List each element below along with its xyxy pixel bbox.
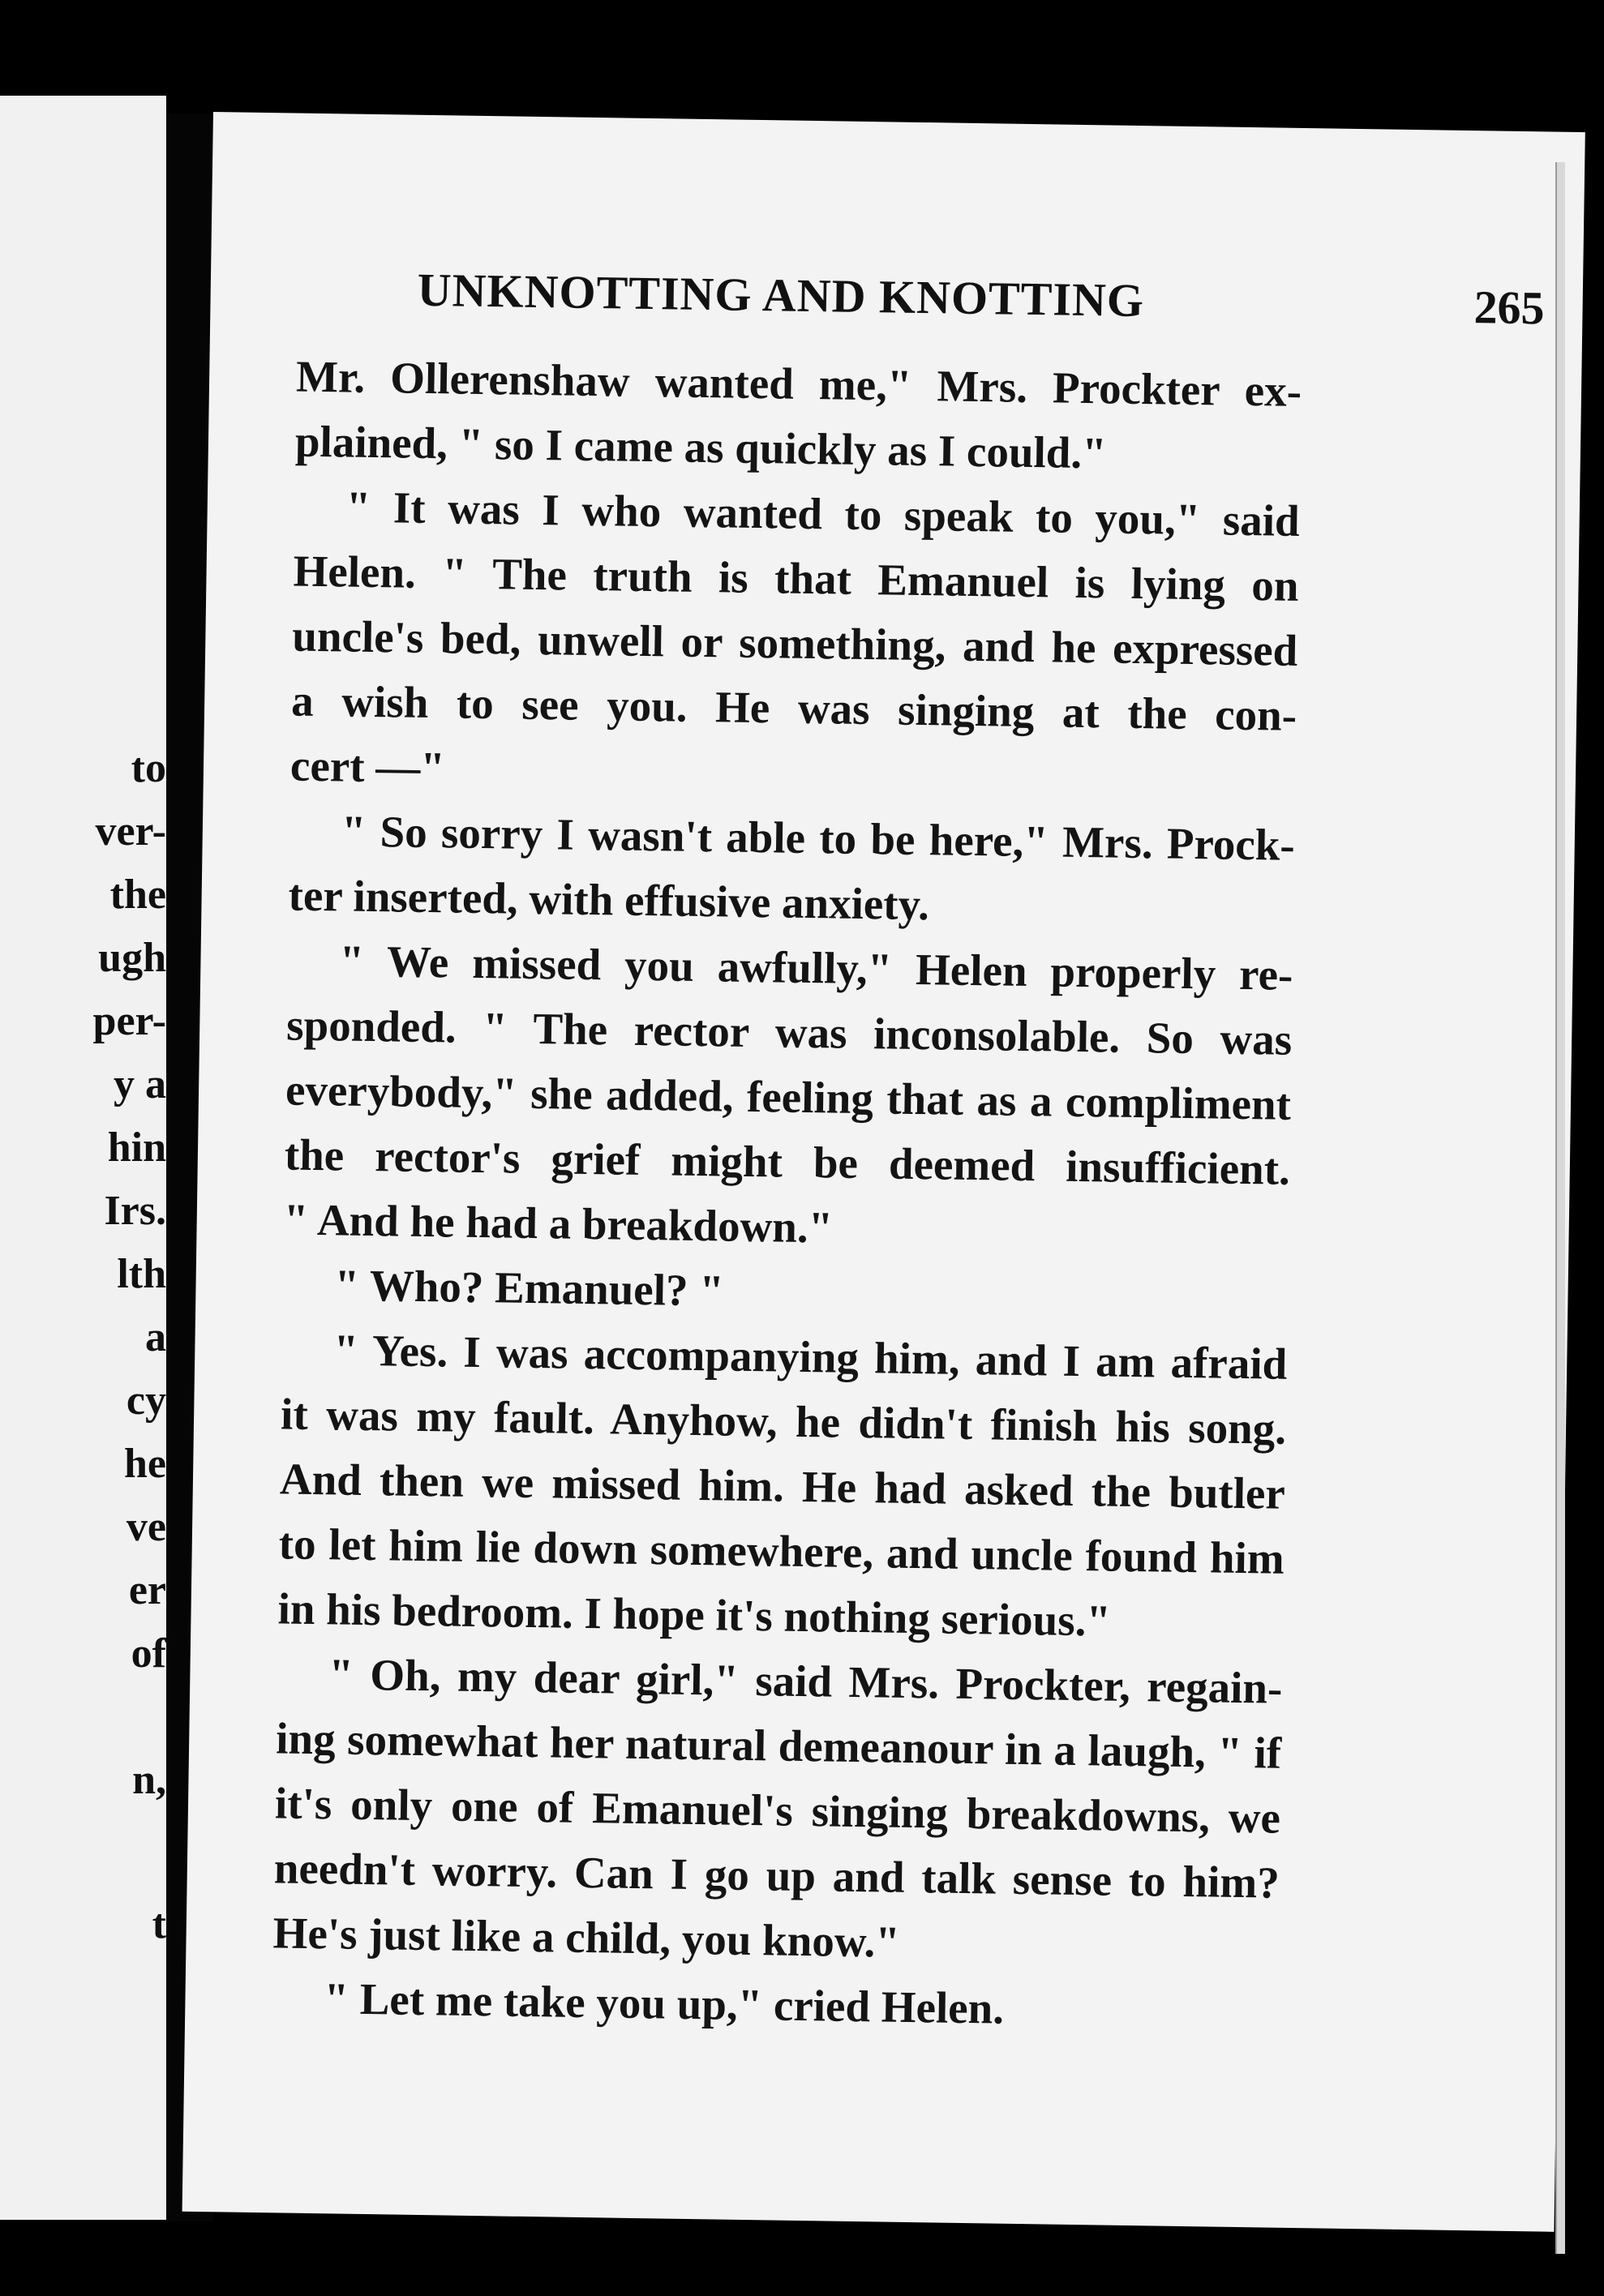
left-page-fragment: n, — [132, 1757, 166, 1803]
text-line: the rector's grief might be deemed insufficient. — [284, 1129, 1291, 1194]
left-page-fragment: lth — [117, 1251, 166, 1297]
text-line: ing somewhat her natural demeanour in a laugh, " if — [275, 1713, 1282, 1778]
left-page-fragment: cy — [126, 1377, 166, 1424]
left-page-fragment: y a — [114, 1061, 166, 1107]
text-line: plained, " so I came as quickly as I could." — [294, 416, 1108, 478]
running-head — [417, 263, 1545, 345]
text-line: needn't worry. Can I go up and talk sense to him? — [273, 1843, 1280, 1908]
left-page-fragment: a — [145, 1314, 166, 1360]
text-line: And then we missed him. He had asked the butler — [279, 1454, 1286, 1519]
text-line: " It was I who wanted to speak to you," said — [345, 482, 1301, 546]
text-line: it was my fault. Anyhow, he didn't finish his song. — [280, 1389, 1287, 1454]
page-edge — [1555, 162, 1565, 2254]
text-line: sponded. " The rector was inconsolable. So was — [285, 1000, 1293, 1064]
left-page-fragment: to — [131, 745, 166, 791]
text-line: " Yes. I was accompanying him, and I am afraid — [332, 1325, 1288, 1389]
running-title: UNKNOTTING AND KNOTTING — [417, 263, 1145, 328]
text-line: " And he had a breakdown." — [283, 1194, 834, 1253]
text-line: Helen. " The truth is that Emanuel is lying on — [293, 546, 1299, 610]
left-page-fragment: ve — [126, 1504, 166, 1550]
body-text — [272, 345, 1302, 2045]
left-page-fragment: Irs. — [104, 1188, 166, 1234]
left-page-fragment: per- — [92, 998, 166, 1044]
page-number: 265 — [1473, 281, 1546, 335]
text-line: a wish to see you. He was singing at the con- — [290, 675, 1297, 740]
text-line: cert —" — [289, 740, 446, 793]
text-line: it's only one of Emanuel's singing breakdowns, we — [274, 1778, 1281, 1843]
text-line: in his bedroom. I hope it's nothing serious." — [277, 1583, 1112, 1646]
left-page-fragment: hin — [107, 1124, 166, 1171]
right-page — [182, 112, 1585, 2232]
text-line: to let him lie down somewhere, and uncle found him — [278, 1519, 1285, 1583]
text-line: " Oh, my dear girl," said Mrs. Prockter, regain- — [328, 1649, 1283, 1713]
text-line: " So sorry I wasn't able to be here," Mrs. Prock- — [341, 806, 1296, 870]
left-page-fragment: the — [109, 872, 166, 918]
text-line: " We missed you awfully," Helen properly re- — [339, 936, 1293, 1000]
text-line: Mr. Ollerenshaw wanted me," Mrs. Prockter ex- — [295, 351, 1302, 416]
left-page-fragment: er — [128, 1567, 166, 1613]
left-page-fragment: ugh — [98, 935, 166, 981]
text-line: everybody," she added, feeling that as a compliment — [285, 1064, 1292, 1129]
left-page-fragment: ver- — [95, 808, 166, 855]
text-line: uncle's bed, unwell or something, and he expressed — [291, 610, 1298, 675]
text-line: ter inserted, with effusive anxiety. — [288, 870, 930, 930]
text-line: " Who? Emanuel? " — [334, 1260, 725, 1316]
left-page-fragment: he — [124, 1441, 166, 1487]
left-page-fragment: t — [152, 1901, 166, 1947]
text-line: " Let me take you up," cried Helen. — [324, 1973, 1005, 2033]
left-page — [0, 96, 166, 2220]
text-line: He's just like a child, you know." — [272, 1908, 901, 1967]
left-page-fragment: of — [131, 1630, 166, 1677]
